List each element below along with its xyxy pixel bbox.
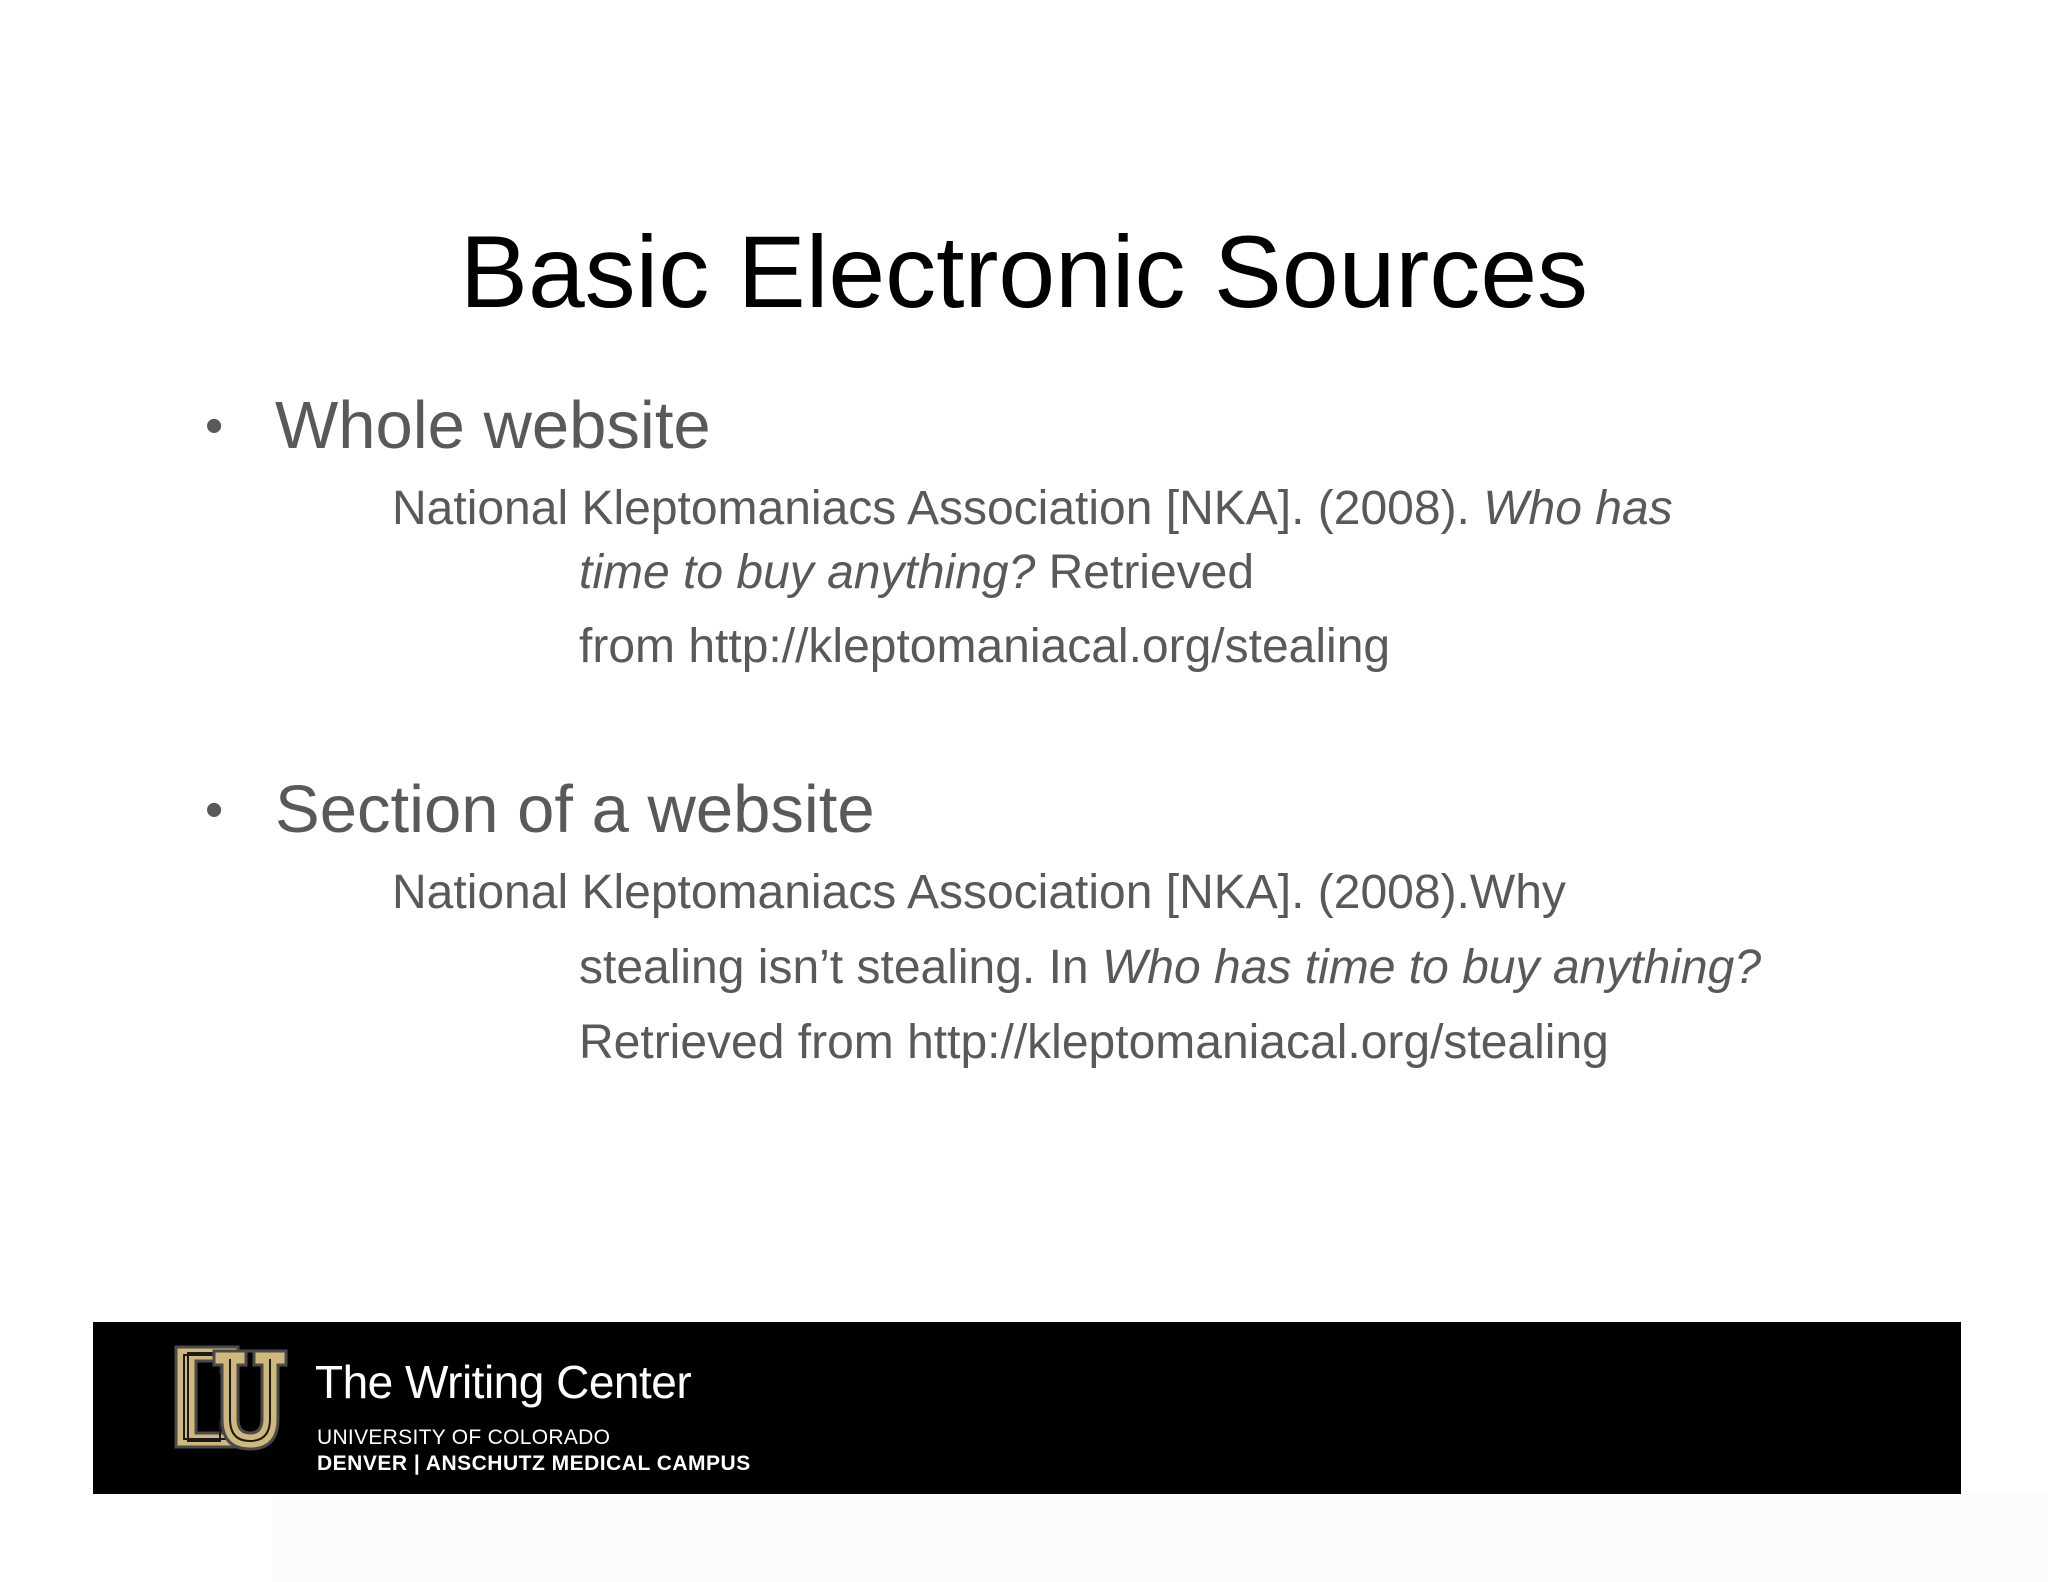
slide-title: Basic Electronic Sources	[459, 215, 1589, 329]
bullet-marker: •	[205, 397, 224, 455]
reference-title-italic: Who has	[1483, 482, 1673, 535]
reference-line	[392, 863, 1566, 923]
reference-line	[579, 1013, 1609, 1073]
bullet-marker: •	[205, 781, 224, 839]
page-bottom-shade	[272, 1494, 2048, 1582]
bullet-heading: Section of a website	[275, 772, 875, 847]
reference-title-italic: time to buy anything?	[579, 546, 1036, 599]
reference-line	[579, 543, 1254, 603]
footer-center-name: The Writing Center	[315, 1356, 692, 1408]
reference-text: Retrieved	[1035, 546, 1255, 599]
reference-line	[579, 617, 1390, 677]
reference-line	[579, 938, 1761, 998]
footer-university: UNIVERSITY OF COLORADO	[317, 1426, 611, 1449]
reference-url-text: Retrieved from http://kleptomaniacal.org/stealing	[579, 1016, 1609, 1069]
reference-title-italic: Who has time to buy anything?	[1101, 941, 1762, 994]
footer-banner	[93, 1322, 1961, 1494]
reference-text: National Kleptomaniacs Association [NKA]. (2008).Why	[392, 866, 1566, 919]
cu-logo-icon	[170, 1337, 292, 1457]
reference-text: stealing isn’t stealing. In	[579, 941, 1102, 994]
footer-campus: DENVER | ANSCHUTZ MEDICAL CAMPUS	[317, 1452, 751, 1475]
reference-line	[392, 479, 1673, 539]
bullet-heading: Whole website	[275, 388, 711, 463]
reference-url-text: from http://kleptomaniacal.org/stealing	[579, 620, 1391, 673]
reference-text: National Kleptomaniacs Association [NKA]. (2008).	[392, 482, 1484, 535]
